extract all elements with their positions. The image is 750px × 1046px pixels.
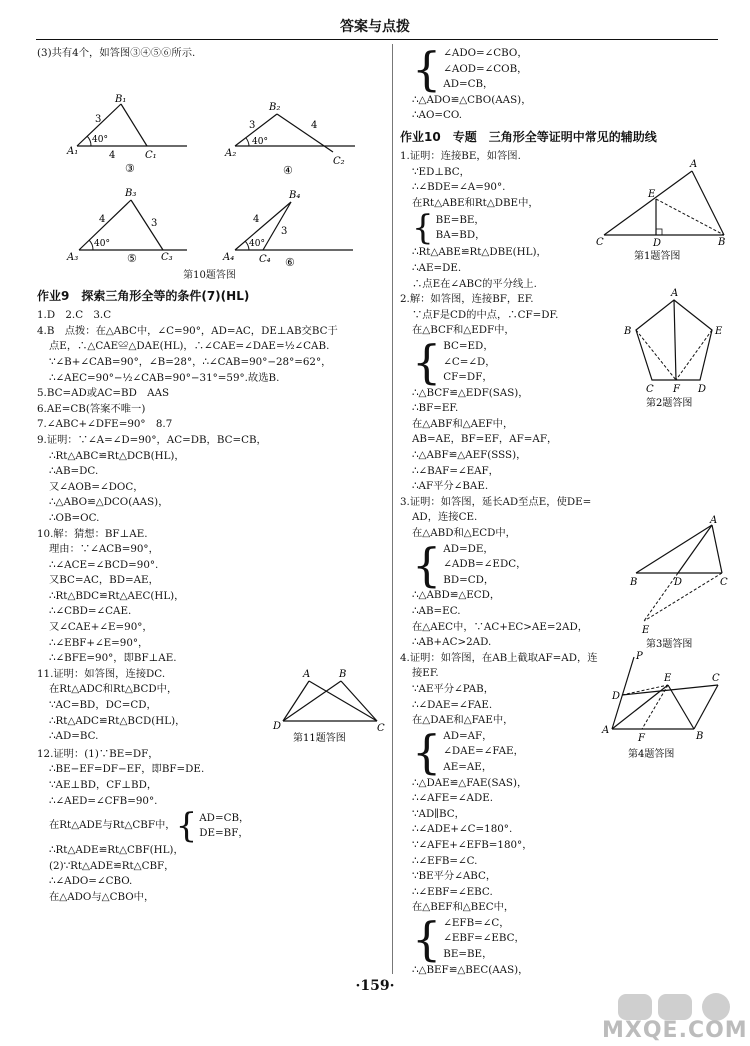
q1-line: 1.证明：连接BE，如答图. [400, 149, 521, 162]
fig3-E: E [642, 624, 650, 636]
q2-line: 2.解：如答图，连接BF，EF. [400, 293, 534, 306]
fig2-B: B [624, 326, 632, 338]
fig11-D: D [273, 720, 282, 732]
question-11-block [37, 667, 385, 747]
q4-line: ∵BE平分∠ABC， [412, 870, 497, 883]
right-column [400, 42, 728, 978]
q1-line: ∴∠BDE=∠A=90°. [412, 181, 506, 194]
fig10-4-B: B₂ [269, 101, 281, 113]
fig4-F: F [638, 732, 645, 744]
question-2-block [400, 288, 723, 495]
q2-line: ∴△BCF≌△EDF(SAS)， [412, 386, 529, 399]
fig10-3-s1: 3 [95, 113, 102, 125]
q4-brace-line: ∠DAE=∠FAE， [443, 745, 524, 758]
fig1-C: C [596, 236, 604, 248]
answer-line: 又∠CAE+∠E=90°， [49, 621, 153, 634]
answer-line: 5.BC=AD或AC=BD AAS [37, 387, 170, 400]
q4-line: ∴∠EFB=∠C. [412, 854, 478, 867]
answer-line: 7.∠ABC+∠DFE=90° 8.7 [37, 418, 173, 431]
q4-brace-line: AD=AF， [443, 729, 493, 742]
q2-line: ∵点F是CD的中点，∴CF=DF. [412, 308, 559, 321]
question-1-block [400, 149, 726, 292]
fig10-3-C: C₁ [145, 149, 157, 161]
figure-10 [37, 62, 382, 269]
fig10-6-s1: 4 [253, 213, 260, 225]
section-title-9: 作业9 探索三角形全等的条件(7)(HL) [37, 289, 250, 304]
page-header-title: 答案与点拨 [340, 19, 410, 35]
question-4-block [400, 651, 720, 978]
answer-line: 又BC=AC，BD=AE， [49, 574, 159, 587]
fig3-C: C [720, 576, 728, 588]
fig10-6-num: ⑥ [285, 255, 295, 269]
answer-line: 9.证明：∵∠A=∠D=90°，AC=DB，BC=CB， [37, 433, 267, 446]
answer-line: 4.B 点拨：在△ABC中，∠C=90°，AD=AC，DE⊥AB交BC于 [37, 324, 338, 337]
q4-line: 接EF. [412, 667, 439, 680]
brace-symbol: { [412, 42, 442, 97]
top-brace-line: ∠ADO=∠CBO， [443, 47, 528, 59]
q1-line: ∵ED⊥BC， [412, 165, 470, 178]
figure-3-svg [628, 514, 728, 651]
fig4-E: E [664, 672, 672, 684]
fig1-B: B [718, 236, 726, 248]
fig10-3-angle: 40° [92, 134, 108, 145]
fig2-F: F [673, 384, 680, 396]
fig10-6-s2: 3 [281, 225, 288, 237]
q4-line: 4.证明：如答图，在AB上截取AF=AD，连 [400, 651, 598, 664]
fig2-E: E [715, 326, 723, 338]
q1-line: ∴Rt△ABE≌Rt△DBE(HL)， [412, 246, 547, 259]
fig10-6 [222, 190, 353, 269]
q1-brace-line: BA=BD， [435, 229, 486, 242]
q3-brace-line: ∠ADB=∠EDC， [443, 558, 527, 571]
q3-line: AD，连接CE. [412, 511, 478, 524]
q2-brace-line: ∠C=∠D， [443, 355, 496, 368]
fig10-3-A: A₁ [67, 145, 79, 157]
q4-line: ∴∠DAE=∠FAE. [412, 698, 493, 711]
q11-line: ∵AC=BD，DC=CD， [49, 699, 157, 712]
answer-line: ∴△ABO≌△DCO(AAS)， [49, 496, 169, 509]
q1-line: 在Rt△ABE和Rt△DBE中， [412, 196, 539, 209]
fig10-4-s1: 3 [249, 119, 256, 131]
q1-line: ∴AE=DE. [412, 261, 462, 274]
fig10-5-B: B₃ [125, 187, 137, 199]
fig4-D: D [612, 690, 621, 702]
q4-brace2-line: ∠EBF=∠EBC， [443, 932, 525, 945]
top-brace-line: ∠AOD=∠COB， [443, 62, 528, 75]
fig10-5-C: C₃ [161, 251, 173, 263]
section-title-10: 作业10 专题 三角形全等证明中常见的辅助线 [400, 129, 657, 144]
fig1-caption: 第1题答图 [634, 250, 681, 262]
q4-line: ∵AD∥BC， [412, 807, 465, 820]
fig10-3-B: B₁ [115, 93, 127, 105]
answer-line: ∵∠B+∠CAB=90°，∠B=28°，∴∠CAB=90°−28°=62°， [49, 355, 332, 368]
top-tail-line: ∴△ADO≌△CBO(AAS)， [412, 93, 532, 106]
fig11-A: A [303, 668, 311, 680]
q11-line: ∴Rt△ADC≌Rt△BCD(HL)， [49, 714, 186, 727]
q4-brace-group-2 [400, 912, 720, 967]
q2-line: ∴BF=EF. [412, 402, 459, 415]
q3-brace-line: BD=CD， [443, 573, 495, 586]
q3-line: ∴AB=EC. [412, 605, 461, 617]
left-answer-lines [37, 308, 382, 667]
fig10-4-angle: 40° [252, 136, 268, 147]
q4-line: ∴∠AFE=∠ADE. [412, 792, 494, 805]
fig10-4-A: A₂ [225, 147, 237, 159]
top-brace-group [400, 42, 720, 97]
fig1-E: E [648, 188, 656, 200]
answer-line: ∴∠ACE=∠BCD=90°. [49, 558, 159, 571]
brace-symbol: { [412, 912, 442, 967]
q12-brace-line: AD=CB， [199, 811, 250, 824]
fig10-5-s2: 3 [151, 217, 158, 229]
q12-line: 在△ADO与△CBO中， [49, 891, 155, 903]
fig10-6-angle: 40° [249, 238, 265, 249]
answer-line: 点E，∴△CAE≌△DAE(HL)，∴∠CAE=∠DAE=½∠CAB. [49, 340, 330, 353]
answer-line: ∴AB=DC. [49, 465, 99, 478]
fig2-caption: 第2题答图 [646, 398, 693, 410]
fig2-C: C [646, 384, 654, 396]
fig10-6-C: C₄ [259, 253, 271, 265]
figure-10-caption: 第10题答图 [183, 269, 236, 281]
watermark-text: MXQE.COM [602, 1018, 748, 1043]
answer-line: ∴OB=OC. [49, 511, 100, 524]
fig10-4-num: ④ [283, 163, 293, 177]
q2-line: AB=AE，BF=EF，AF=AF， [412, 433, 558, 446]
fig3-B: B [630, 576, 638, 588]
q11-line: 11.证明：如答图，连接DC. [37, 667, 166, 680]
left-column [37, 46, 385, 906]
q4-line: ∴∠ADE+∠C=180°. [412, 823, 513, 836]
q4-line: 在△BEF和△BEC中， [412, 901, 515, 914]
q11-line: 在Rt△ADC和Rt△BCD中， [49, 683, 178, 696]
figure-10-svg [37, 62, 382, 269]
q12-brace-pre: 在Rt△ADE与Rt△CBF中， [49, 819, 176, 832]
q4-brace2-line: BE=BE， [443, 948, 493, 961]
figure-1-svg [596, 153, 726, 263]
answer-line: 理由：∵∠ACB=90°， [49, 543, 159, 556]
q2-brace-line: CF=DF， [443, 371, 493, 384]
q12-brace-line: DE=BF， [199, 827, 249, 840]
fig4-B: B [696, 730, 704, 742]
fig11-C: C [377, 722, 385, 734]
q4-line: ∴△BEF≌△BEC(AAS)， [412, 963, 529, 976]
fig10-6-A: A₄ [223, 251, 235, 263]
question-3-block [400, 495, 728, 651]
answer-line: 1.D 2.C 3.C [37, 309, 112, 322]
q12-line: ∴Rt△ADE≌Rt△CBF(HL)， [49, 844, 184, 857]
q1-line: ∴点E在∠ABC的平分线上. [412, 277, 537, 290]
q3-line: 3.证明：如答图，延长AD至点E，使DE= [400, 495, 592, 508]
fig1-D: D [653, 237, 662, 249]
q4-line: 在△DAE和△FAE中， [412, 714, 514, 727]
answer-line: ∴∠EBF+∠E=90°， [49, 636, 149, 649]
fig2-A: A [671, 288, 679, 300]
figure-4-svg [600, 651, 722, 771]
q3-line: 在△AEC中，∵AC+EC>AE=2AD， [412, 620, 589, 633]
answer-line: 6.AE=CB(答案不唯一) [37, 402, 146, 415]
answer-line: ∴∠BFE=90°，即BF⊥AE. [49, 652, 177, 665]
header-rule [36, 39, 718, 40]
fig10-5-angle: 40° [94, 238, 110, 249]
answer-line: ∴Rt△ABC≌Rt△DCB(HL)， [49, 449, 185, 462]
q4-line: ∴∠EBF=∠EBC. [412, 885, 493, 898]
fig10-5-A: A₃ [67, 251, 79, 263]
brace-symbol: { [412, 725, 442, 780]
q3-line: ∴AB+AC>2AD. [412, 636, 492, 649]
q3-line: ∴△ABD≌△ECD， [412, 589, 501, 602]
top-tail-line: ∴AO=CO. [412, 109, 463, 122]
fig10-6-B: B₄ [289, 189, 301, 201]
q12-brace-group [37, 806, 382, 847]
fig4-A: A [602, 724, 610, 736]
brace-symbol: { [412, 208, 434, 249]
q3-line: 在△ABD和△ECD中， [412, 527, 516, 540]
fig10-4-s2: 4 [311, 119, 318, 131]
figure-11-svg [269, 663, 384, 747]
fig10-5-num: ⑤ [127, 251, 137, 265]
fig10-3-s2: 4 [109, 149, 116, 161]
q2-line: 在△BCF和△EDF中， [412, 324, 515, 337]
fig3-A: A [710, 514, 718, 526]
q4-brace2-line: ∠EFB=∠C， [443, 916, 510, 929]
q4-line: ∵∠AFE+∠EFB=180°， [412, 838, 533, 851]
fig3-D: D [674, 576, 683, 588]
fig10-4-C: C₂ [333, 155, 345, 167]
fig4-caption: 第4题答图 [628, 748, 675, 760]
q12-line: ∴∠AED=∠CFB=90°. [49, 794, 158, 807]
brace-symbol: { [412, 538, 442, 593]
fig10-3-num: ③ [125, 161, 135, 175]
answer-line: ∴Rt△BDC≌Rt△AEC(HL)， [49, 589, 185, 602]
q1-brace-line: BE=BE， [435, 213, 485, 226]
q4-line: ∴△DAE≌△FAE(SAS)， [412, 776, 528, 789]
brace-symbol: { [175, 806, 198, 847]
fig10-5-s1: 4 [99, 213, 106, 225]
q3-brace-line: AD=DE， [443, 542, 494, 555]
q4-line: ∵AE平分∠PAB， [412, 682, 495, 695]
brace-symbol: { [412, 335, 442, 390]
fig10-3 [66, 94, 187, 175]
q12-line: ∴BE−EF=DF−EF，即BF=DE. [49, 763, 205, 776]
fig11-caption: 第11题答图 [293, 732, 346, 744]
fig3-caption: 第3题答图 [646, 638, 693, 650]
q12-line: (2)∵Rt△ADE≌Rt△CBF， [49, 859, 175, 872]
figure-2-svg [612, 284, 722, 414]
q12-line: ∴∠ADO=∠CBO. [49, 875, 133, 888]
intro-line: (3)共有4个，如答图③④⑤⑥所示. [37, 47, 196, 59]
fig10-5 [66, 188, 187, 265]
q2-line: ∴△ABF≌△AEF(SSS)， [412, 449, 527, 462]
answer-line: ∴∠AEC=90°−½∠CAB=90°−31°=59°.故选B. [49, 371, 280, 384]
fig2-D: D [698, 384, 707, 396]
column-separator [392, 44, 393, 974]
fig4-P: P [636, 650, 643, 662]
answer-line: ∴∠CBD=∠CAE. [49, 605, 132, 618]
page-number: ·159· [355, 978, 395, 994]
q2-line: 在△ABF和△AEF中， [412, 417, 514, 430]
fig4-C: C [712, 672, 720, 684]
fig10-4 [224, 102, 355, 177]
answer-line: 又∠AOB=∠DOC， [49, 480, 144, 493]
fig11-B: B [339, 668, 347, 680]
q11-line: ∴AD=BC. [49, 730, 99, 743]
q4-brace-line: AE=AE， [443, 760, 493, 773]
q2-brace-line: BC=ED， [443, 339, 494, 352]
q12-line: 12.证明：(1)∵BE=DF， [37, 747, 159, 760]
q2-line: ∴AF平分∠BAE. [412, 480, 489, 493]
q12-line: ∵AE⊥BD，CF⊥BD， [49, 779, 158, 792]
fig1-A: A [690, 158, 698, 170]
top-brace-line: AD=CB， [443, 78, 494, 91]
q2-line: ∴∠BAF=∠EAF， [412, 464, 499, 477]
answer-line: 10.解：猜想：BF⊥AE. [37, 527, 148, 540]
